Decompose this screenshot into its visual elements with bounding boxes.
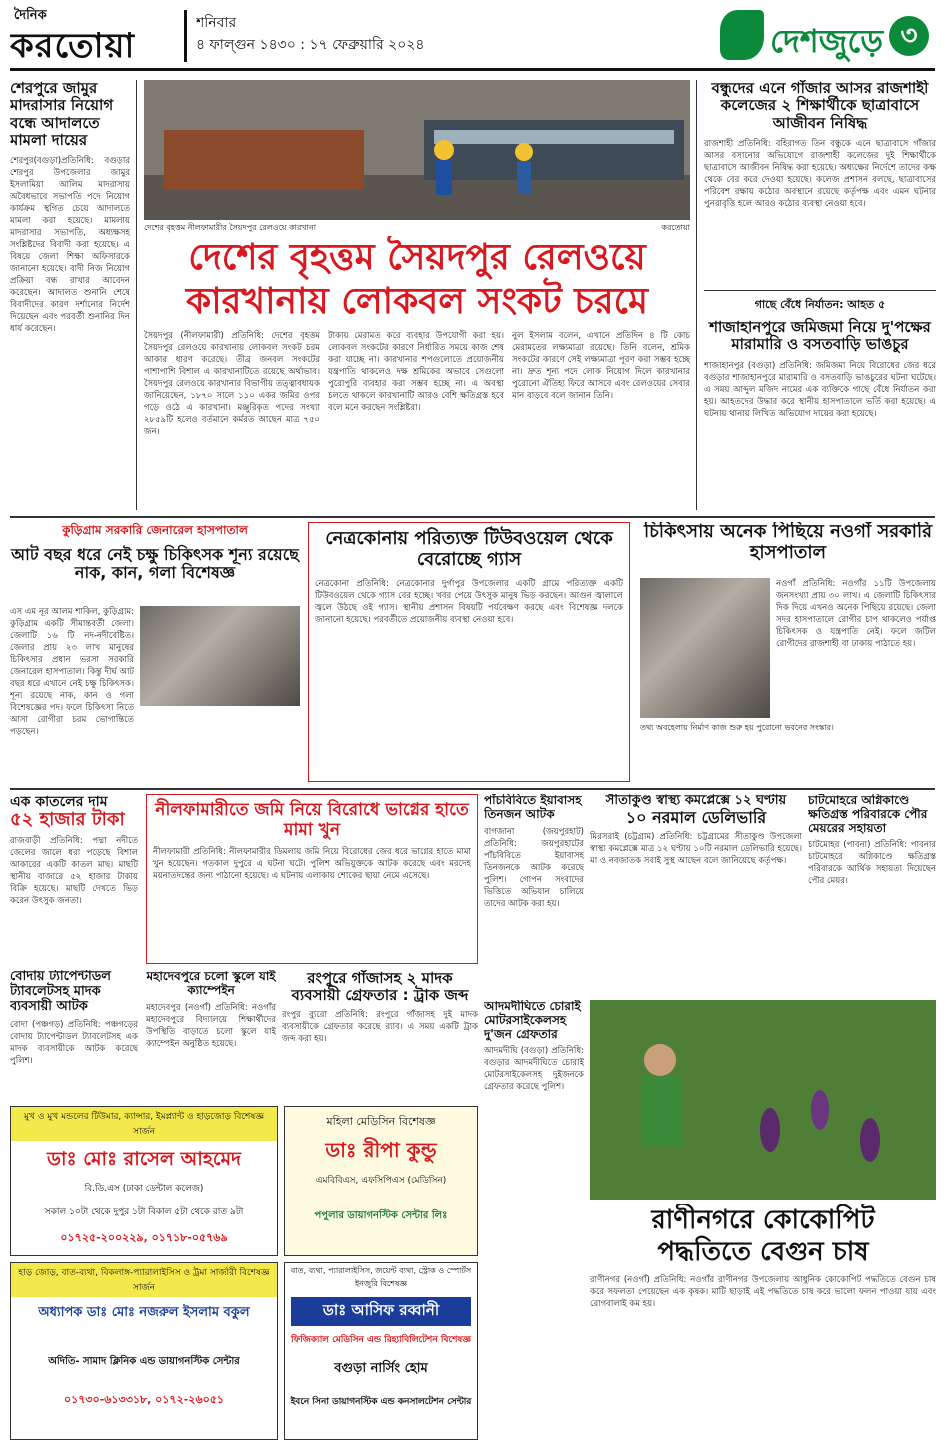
article-rajshahi-body: রাজশাহী প্রতিনিধি: বহিরাগত তিন বন্ধুকে এনে ছাত্রাবাসে গাঁজার আসর বসানোর অভিযোগে রাজশাহী কলেজের দুই শিক্ষার্থীকে ছাত্রাবাসে আজীবন নিষিদ্ধ করা হয়েছে। অধ্যক্ষের নির্দেশে তাদের কক্ষ থেকে বের করে দেওয়া হয়েছে। কলেজ প্রশাসন বলছে, ছাত্রাবাসের পরিবেশ রক্ষায় কঠোর অবস্থানে রয়েছে কর্তৃপক্ষ এবং এমন ঘটনার পুনরাবৃত্তি হলে আরও কঠোর ব্যবস্থা নেওয়া হবে। (704, 138, 936, 209)
section-name: দেশজুড়ে (770, 22, 884, 60)
lead-headline-line2: কারখানায় লোকবল সংকট চরমে (186, 281, 648, 322)
article-fish (10, 794, 138, 964)
column-rule (136, 80, 137, 510)
ad-dr-asif-title: ফিজিক্যাল মেডিসিন এন্ড রিহ্যাবিলিটেশন বিশেষজ্ঞ (291, 1335, 471, 1345)
article-bodha (10, 970, 138, 1100)
article-naogaon (640, 522, 936, 782)
article-netrokona (308, 522, 630, 782)
article-naogaon-body: নওগাঁ প্রতিনিধি: নওগাঁর ১১টি উপজেলায় জনসংখ্যা প্রায় ৩০ লাখ। এ জেলাটি চিকিৎসার দিক দিয়ে এখনও অনেক পিছিয়ে রয়েছে। জেলা সদর হাসপাতালে রোগীর চাপ থাকলেও পর্যাপ্ত চিকিৎসক ও যন্ত্রপাতি নেই। ফলে জটিল রোগীদের রাজশাহী বা ঢাকায় পাঠাতে হয়। (776, 579, 936, 649)
ad-dr-rasel-top: মুখ ও মুখ মন্ডলের টিউমার, ক্যান্সার, ইমপ্ল্যান্ট ও হাড়জোড় বিশেষজ্ঞ সার্জন (11, 1107, 277, 1141)
masthead-day: শনিবার (196, 15, 237, 31)
lead-body-col2: টাকায় মেরামত করে ব্যবহার উপযোগী করা হয়। লোকবল সংকটের কারণে নির্ধারিত সময়ে কাজ শেষ করা যাচ্ছে না। কারখানার শপগুলোতে প্রয়োজনীয় যন্ত্রপাতি থাকলেও দক্ষ শ্রমিকের অভাবে সেগুলো পুরোপুরি ব্যবহার করা সম্ভব হচ্ছে না। এ অবস্থা চলতে থাকলে কারখানাটি আরও বেশি ক্ষতিগ্রস্ত হবে বলে মনে করছেন সংশ্লিষ্টরা। (328, 331, 504, 413)
article-sherpur (10, 80, 130, 520)
lead-photo-caption: দেশের বৃহত্তম নীলফামারীর সৈয়দপুর রেলওয়ে কারখানা (144, 223, 317, 232)
article-kurigram-kicker: কুড়িগ্রাম সরকারি জেনারেল হাসপাতাল (62, 523, 248, 537)
naogaon-hospital-photo (640, 578, 770, 718)
article-kurigram (10, 522, 300, 782)
article-kurigram-headline: আট বছর ধরে নেই চক্ষু চিকিৎসক শূন্য রয়েছে নাক, কান, গলা বিশেষজ্ঞ (11, 545, 299, 583)
lead-headline-line1: দেশের বৃহত্তম সৈয়দপুর রেলওয়ে (188, 237, 646, 278)
ad-dr-ripa-name: ডাঃ রীপা কুন্ডু (325, 1138, 437, 1162)
masthead-divider (184, 10, 187, 62)
article-panchbibi-body: বাগজানা (জয়পুরহাট) প্রতিনিধি: জয়পুরহাটের পাঁচবিবিতে ইয়াবাসহ তিনজনকে আটক করেছে পুলিশ। গোপন সংবাদের ভিত্তিতে অভিযান চালিয়ে তাদের আটক করা হয়। (484, 826, 584, 909)
masthead-logo: করতোয়া (10, 26, 136, 66)
article-sitakunda-body: মিরসরাই (চট্টগ্রাম) প্রতিনিধি: চট্টগ্রামের সীতাকুণ্ড উপজেলা স্বাস্থ্য কমপ্লেক্সে মাত্র ১২ ঘণ্টায় ১০টি নরমাল ডেলিভারি হয়েছে। মা ও নবজাতক সবাই সুস্থ আছেন বলে জানিয়েছে কর্তৃপক্ষ। (590, 832, 802, 867)
article-shajahanpur (704, 296, 936, 511)
ad-dr-ripa-degree: এমবিবিএস, এফসিপিএস (মেডিসিন) (315, 1176, 447, 1186)
ad-dr-rasel-phone: ০১৭২৫-২০০২২৯, ০১৭১৮-০৫৭৬৯ (60, 1231, 228, 1244)
article-shajahanpur-kicker: গাছে বেঁধে নির্যাতন: আহত ৫ (754, 298, 886, 311)
article-mohadevpur-body: মহাদেবপুর (নওগাঁ) প্রতিনিধি: নওগাঁর মহাদেবপুরে বিদ্যালয়ে শিক্ষার্থীদের উপস্থিতি বাড়াতে চলো স্কুলে যাই ক্যাম্পেইন অনুষ্ঠিত হয়েছে। (146, 1002, 276, 1049)
masthead-dateline (196, 12, 425, 56)
article-chatmohar-body: চাটমোহর (পাবনা) প্রতিনিধি: পাবনার চাটমোহরে অগ্নিকাণ্ডে ক্ষতিগ্রস্ত পরিবারকে আর্থিক সহায়তা দিয়েছেন পৌর মেয়র। (808, 840, 936, 887)
article-raninagar-headline (590, 1204, 936, 1268)
article-shajahanpur-body: শাজাহানপুর (বগুড়া) প্রতিনিধি: জমিজমা নিয়ে বিরোধের জের ধরে বগুড়ার শাজাহানপুরে মারামারি ও বসতবাড়ি ভাঙচুরের ঘটনা ঘটেছে। এ সময় আব্দুল মজিদ নামের এক ব্যক্তিকে গাছে বেঁধে নির্যাতন করা হয়। আহতদের উদ্ধার করে স্থানীয় হাসপাতালে ভর্তি করা হয়েছে। এ ঘটনায় থানায় লিখিত অভিযোগ দায়ের করা হয়েছে। (704, 360, 936, 419)
article-chatmohar-headline: চাটমোহরে অগ্নিকাণ্ডে ক্ষতিগ্রস্ত পরিবারকে পৌর মেয়রের সহায়তা (808, 794, 928, 835)
ad-dr-rasel-time: সকাল ১০টা থেকে দুপুর ১টা বিকাল ৫টা থেকে রাত ৯টা (44, 1207, 244, 1217)
article-adamdighi-headline: আদমদীঘিতে চোরাই মোটরসাইকেলসহ দু'জন গ্রেফতার (484, 1000, 581, 1041)
article-fish-body: রাজবাড়ী প্রতিনিধি: পদ্মা নদীতে জেলের জালে ধরা পড়েছে বিশাল আকারের একটি কাতল মাছ। মাছটি স্থানীয় বাজারে ৫২ হাজার টাকায় বিক্রি হয়েছে। মাছটি দেখতে ভিড় করেন উৎসুক জনতা। (10, 835, 138, 906)
article-fish-headline-line1: এক কাতলের দাম (10, 794, 108, 810)
masthead-logo-small: দৈনিক (14, 8, 47, 23)
article-kurigram-body: এস এম নূর আলম শাকিল, কুড়িগ্রাম: কুড়িগ্রাম একটি সীমান্তবর্তী জেলা। জেলাটি ১৬ টি নদ-নদীবেষ্টিত। জেলার প্রায় ২৩ লাখ মানুষের চিকিৎসার প্রধান ভরসা সরকারি জেনারেল হাসপাতাল। কিন্তু দীর্ঘ আট বছর ধরে এখানে নেই চক্ষু চিকিৎসক। শূন্য রয়েছে নাক, কান ও গলা বিশেষজ্ঞের পদ। ফলে চিকিৎসা নিতে আসা রোগীরা চরম ভোগান্তিতে পড়ছেন। (10, 607, 134, 737)
article-rajshahi (704, 80, 936, 285)
masthead-rule (10, 68, 935, 71)
page-number: ৩ (889, 16, 929, 56)
ad-dr-rasel-name: ডাঃ মোঃ রাসেল আহমেদ (47, 1148, 241, 1170)
ad-dr-rasel-degree: বি.ডি.এস (ঢাকা ডেন্টাল কলেজ) (84, 1184, 204, 1194)
article-mohadevpur (146, 970, 276, 1100)
article-netrokona-body: নেত্রকোনা প্রতিনিধি: নেত্রকোনার দুর্গাপুর উপজেলার একটি গ্রামে পরিত্যক্ত একটি টিউবওয়েল থেকে গ্যাস বের হচ্ছে। খবর পেয়ে উৎসুক মানুষ ভিড় করছেন। আগুন জ্বালালে জ্বলে উঠছে ওই গ্যাস। স্থানীয় প্রশাসন বিষয়টি পর্যবেক্ষণ করছে এবং বিশেষজ্ঞ দলকে জানানো হয়েছে। পরবর্তীতে প্রয়োজনীয় ব্যবস্থা নেওয়া হবে। (315, 579, 623, 626)
article-bodha-body: বোদা (পঞ্চগড়) প্রতিনিধি: পঞ্চগড়ের বোদায় ট্যাপেন্টাডল ট্যাবলেটসহ এক মাদক ব্যবসায়ীকে আটক করেছে পুলিশ। (10, 1019, 138, 1066)
section-rule (10, 516, 935, 518)
ad-dr-nazrul-clinic: অদিতি- সামাদ ক্লিনিক এন্ড ডায়াগনস্টিক সেন্টার (48, 1356, 240, 1367)
section-rule (10, 788, 935, 790)
article-fish-headline-line2: ৫২ হাজার টাকা (10, 809, 125, 831)
article-netrokona-headline: নেত্রকোনায় পরিত্যক্ত টিউবওয়েল থেকে বেরোচ্ছে গ্যাস (325, 528, 613, 570)
ad-dr-ripa-center: পপুলার ডায়াগনস্টিক সেন্টার লিঃ (314, 1210, 448, 1221)
eggplant-farmer-illustration (590, 1000, 936, 1200)
lead-photo-railway-workshop (144, 80, 690, 220)
section-logo (720, 8, 935, 64)
bangladesh-map-icon (720, 10, 764, 60)
ad-dr-ripa-top: মহিলা মেডিসিন বিশেষজ্ঞ (326, 1115, 436, 1128)
article-sherpur-body: শেরপুর(বগুড়া)প্রতিনিধি: বগুড়ার শেরপুর উপজেলার জামুর ইসলামিয়া আলিম মাদরাসায় অবৈধভাবে সভাপতি পদে নিয়োগ কার্যক্রম স্থগিত চেয়ে আদালতে মামলা করা হয়েছে। মামলায় মাদরাসার সভাপতি, অধ্যক্ষসহ সংশ্লিষ্টদের বিবাদী করা হয়েছে। এ বিষয়ে জেলা শিক্ষা অফিসারকে জানানো হয়েছে। বাদী নিজ নিয়োগ প্রক্রিয়া বন্ধ রাখার আবেদন করেছেন। আদালত শুনানি শেষে বিবাদীদের কারণ দর্শানোর নির্দেশ দিয়েছেন এবং পরবর্তী শুনানির দিন ধার্য করেছেন। (10, 156, 130, 334)
lead-body-col3: নুল ইসলাম বলেন, এখানে প্রতিদিন ৪ টি কোচ মেরামতের লক্ষ্যমাত্রা রয়েছে। তিনি বলেন, শ্রমিক সংকটের কারণে সেই লক্ষ্যমাত্রা পূরণ করা সম্ভব হচ্ছে না। দ্রুত শূন্য পদে লোক নিয়োগ দিলে কারখানার পুরোনো ঐতিহ্য ফিরে আসবে এবং রেলওয়ের সেবার মান বাড়বে বলে জানান তিনি। (512, 331, 690, 401)
row-rule (704, 290, 936, 291)
lead-headline (144, 236, 690, 324)
masthead-date: ৪ ফাল্গুন ১৪৩০ : ১৭ ফেব্রুয়ারি ২০২৪ (196, 37, 425, 53)
ad-dr-nazrul-name: অধ্যাপক ডাঃ মোঃ নজরুল ইসলাম বকুল (38, 1305, 250, 1320)
article-rajshahi-headline: বন্ধুদের এনে গাঁজার আসর রাজশাহী কলেজের ২ শিক্ষার্থীকে ছাত্রাবাসে আজীবন নিষিদ্ধ (711, 80, 929, 132)
article-sherpur-headline: শেরপুরে জামুর মাদরাসার নিয়োগ বন্ধে আদালতে মামলা দায়ের (10, 80, 114, 149)
raninagar-eggplant-photo (590, 1000, 936, 1200)
article-nilphamari-body: নীলফামারী প্রতিনিধি: নীলফামারীর ডিমলায় জমি নিয়ে বিরোধের জের ধরে ভাগ্নের হাতে মামা খুন হয়েছেন। গতকাল দুপুরে এ ঘটনা ঘটে। পুলিশ অভিযুক্তকে আটক করেছে এবং মরদেহ ময়নাতদন্তের জন্য পাঠানো হয়েছে। এ ঘটনায় এলাকায় শোকের ছায়া নেমে এসেছে। (153, 847, 471, 882)
kurigram-hospital-photo (140, 606, 300, 706)
article-sitakunda-headline-line2: ১০ নরমাল ডেলিভারি (625, 807, 767, 827)
article-chatmohar (808, 794, 936, 994)
article-shajahanpur-headline: শাজাহানপুরে জমিজমা নিয়ে দু'পক্ষের মারামারি ও বসতবাড়ি ভাঙচুর (709, 318, 931, 354)
ad-dr-asif-top: বাত, ব্যথা, প্যারালাইসিস, জয়েন্ট ব্যথা, স্ট্রোক ও স্পোর্টস ইনজুরি বিশেষজ্ঞ (290, 1266, 472, 1288)
article-bodha-headline: বোদায় ট্যাপেন্টাডল ট্যাবলেটসহ মাদক ব্যবসায়ী আটক (10, 970, 111, 1014)
ad-dr-nazrul-phone: ০১৭৩০-৬১৩৩১৮, ০১৭২-২৬০৫১ (63, 1393, 225, 1406)
article-sitakunda (590, 794, 802, 994)
railway-workshop-illustration (144, 80, 690, 220)
article-rangpur-body: রংপুর ব্যুরো প্রতিনিধি: রংপুরে গাঁজাসহ দুই মাদক ব্যবসায়ীকে গ্রেফতার করেছে র‌্যাব। এ সময় একটি ট্রাক জব্দ করা হয়। (282, 1009, 478, 1044)
ad-dr-ripa (284, 1106, 478, 1256)
ad-dr-asif-center: বগুড়া নার্সিং হোম (334, 1361, 428, 1376)
article-sitakunda-headline-line1: সীতাকুণ্ড স্বাস্থ্য কমপ্লেক্সে ১২ ঘণ্টায় (605, 794, 787, 808)
article-naogaon-headline: চিকিৎসায় অনেক পিছিয়ে নওগাঁ সরকারি হাসপাতাল (643, 522, 933, 563)
article-panchbibi (484, 794, 584, 994)
lead-body-col1: সৈয়দপুর (নীলফামারী) প্রতিনিধি: দেশের বৃহত্তম সৈয়দপুর রেলওয়ে কারখানায় লোকবল সংকট চরম আকার ধারণ করেছে। তীব্র জনবল সংকটের পাশাপাশি বিশাল এ কারখানাটিতে রয়েছে অর্থাভাব। সৈয়দপুর রেলওয়ে কারখানার বিভাগীয় তত্ত্বাবধায়ক জানিয়েছেন, ১৮৭০ সালে ১১০ একর জমির ওপর গড়ে ওঠে এ কারখানা। মঞ্জুরিকৃত পদের সংখ্যা ২৮৫৯টি হলেও বর্তমানে কর্মরত আছেন মাত্র ৭৫০ জন। (144, 331, 320, 437)
article-mohadevpur-headline: মহাদেবপুরে চলো স্কুলে যাই ক্যাম্পেইন (146, 970, 276, 997)
column-rule (696, 80, 697, 510)
lead-photo-credit: করতোয়া (661, 223, 690, 232)
ad-dr-asif (284, 1262, 478, 1440)
article-raninagar-body: রাণীনগর (নওগাঁ) প্রতিনিধি: নওগাঁর রাণীনগর উপজেলায় আধুনিক কোকোপিট পদ্ধতিতে বেগুন চাষ করে সফলতা পেয়েছেন এক কৃষক। মাটি ছাড়াই এই পদ্ধতিতে চাষ করে ভালো ফলন পাওয়া যায় এবং রোগবালাই কম হয়। (590, 1275, 936, 1309)
ad-dr-nazrul-top: হাড় জোড়, বাত-ব্যথা, বিকলাঙ্গ-প্যারালাইসিস ও ট্রমা সার্জারী বিশেষজ্ঞ সার্জন (11, 1263, 277, 1297)
article-nilphamari-headline: নীলফামারীতে জমি নিয়ে বিরোধে ভাগ্নের হাতে মামা খুন (155, 800, 469, 840)
ad-dr-asif-name: ডাঃ আসিফ রব্বানী (291, 1297, 471, 1326)
ad-dr-rasel (10, 1106, 278, 1256)
article-nilphamari (146, 794, 478, 964)
article-naogaon-caption: তথ্য অবহেলায় নির্মাণ কাজ শুরু হয় পুরোনো ভবনের সংস্কার। (640, 723, 834, 732)
article-rangpur (282, 970, 478, 1100)
article-raninagar-headline-line1: রাণীনগরে কোকোপিট (651, 1205, 875, 1235)
article-adamdighi-body: আদমদীঘি (বগুড়া) প্রতিনিধি: বগুড়ার আদমদীঘিতে চোরাই মোটরসাইকেলসহ দুইজনকে গ্রেফতার করেছে পুলিশ। (484, 1046, 584, 1093)
article-raninagar-headline-line2: পদ্ধতিতে বেগুন চাষ (657, 1237, 869, 1267)
ad-dr-asif-center2: ইবনে সিনা ডায়াগনস্টিক এন্ড কনসালটেশন সেন্টার (290, 1397, 472, 1407)
article-panchbibi-headline: পাঁচবিবিতে ইয়াবাসহ তিনজন আটক (484, 794, 582, 821)
ad-dr-nazrul (10, 1262, 278, 1440)
article-adamdighi (484, 1000, 584, 1440)
article-rangpur-headline: রংপুরে গাঁজাসহ ২ মাদক ব্যবসায়ী গ্রেফতার : ট্রাক জব্দ (291, 970, 469, 1005)
